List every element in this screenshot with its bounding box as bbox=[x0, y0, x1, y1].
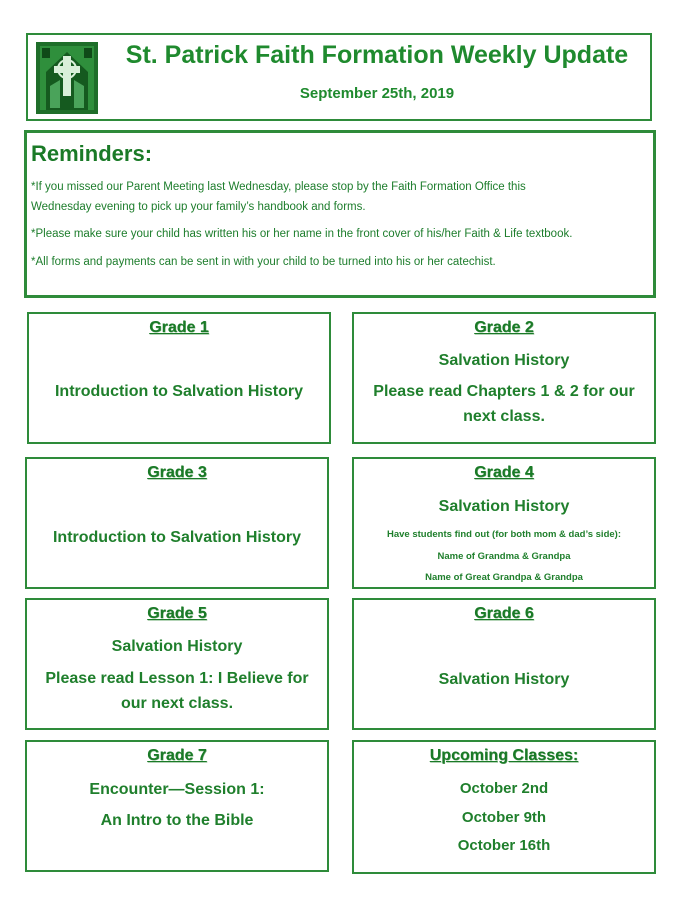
header-box bbox=[26, 33, 652, 121]
grade-heading: Grade 1 bbox=[149, 319, 209, 336]
grade-note: Have students find out (for both mom & dad’s side): bbox=[387, 529, 621, 540]
grade-note: Name of Grandma & Grandpa bbox=[437, 551, 571, 562]
class-date: October 16th bbox=[457, 837, 551, 854]
grade-topic: Salvation History bbox=[438, 352, 570, 369]
reminders-box bbox=[24, 130, 656, 298]
grade-instruction: next class. bbox=[463, 408, 545, 425]
grade-topic: Introduction to Salvation History bbox=[54, 383, 303, 400]
class-date: October 2nd bbox=[459, 780, 549, 797]
grade-heading: Grade 2 bbox=[474, 319, 534, 336]
update-date: September 25th, 2019 bbox=[299, 85, 455, 102]
grade-7-box bbox=[25, 740, 329, 872]
reminder-line: *If you missed our Parent Meeting last Wednesday, please stop by the Faith Formation Office this bbox=[31, 181, 526, 193]
grade-3-box bbox=[25, 457, 329, 589]
upcoming-classes-box bbox=[352, 740, 656, 874]
grade-heading: Grade 4 bbox=[474, 464, 534, 481]
class-date: October 9th bbox=[461, 809, 547, 826]
reminder-line: *All forms and payments can be sent in with your child to be turned into his or her catechist. bbox=[31, 256, 496, 268]
grade-instruction: Please read Lesson 1: I Believe for bbox=[45, 670, 309, 687]
grade-heading: Grade 6 bbox=[474, 605, 534, 622]
grade-4-box bbox=[352, 457, 656, 589]
church-logo-icon bbox=[36, 42, 98, 114]
grade-6-box bbox=[352, 598, 656, 730]
reminder-line: *Please make sure your child has written his or her name in the front cover of his/her Faith & Life textbook. bbox=[31, 228, 573, 240]
grade-heading: Grade 3 bbox=[147, 464, 207, 481]
grade-topic: An Intro to the Bible bbox=[100, 812, 254, 829]
page-title: St. Patrick Faith Formation Weekly Update bbox=[125, 41, 629, 69]
grade-topic: Salvation History bbox=[438, 671, 570, 688]
grade-1-box bbox=[27, 312, 331, 444]
grade-topic: Encounter—Session 1: bbox=[89, 781, 265, 798]
reminders-heading: Reminders: bbox=[31, 141, 153, 166]
grade-topic: Salvation History bbox=[438, 498, 570, 515]
grade-heading: Grade 5 bbox=[147, 605, 207, 622]
upcoming-classes-heading: Upcoming Classes: bbox=[429, 747, 579, 764]
grade-topic: Introduction to Salvation History bbox=[52, 529, 301, 546]
reminder-line: Wednesday evening to pick up your family’s handbook and forms. bbox=[31, 201, 366, 213]
grade-5-box bbox=[25, 598, 329, 730]
grade-instruction: Please read Chapters 1 & 2 for our bbox=[373, 383, 635, 400]
grade-topic: Salvation History bbox=[111, 638, 243, 655]
grade-note: Name of Great Grandpa & Grandpa bbox=[425, 572, 583, 583]
grade-heading: Grade 7 bbox=[147, 747, 207, 764]
grade-instruction: our next class. bbox=[120, 695, 234, 712]
grade-2-box bbox=[352, 312, 656, 444]
